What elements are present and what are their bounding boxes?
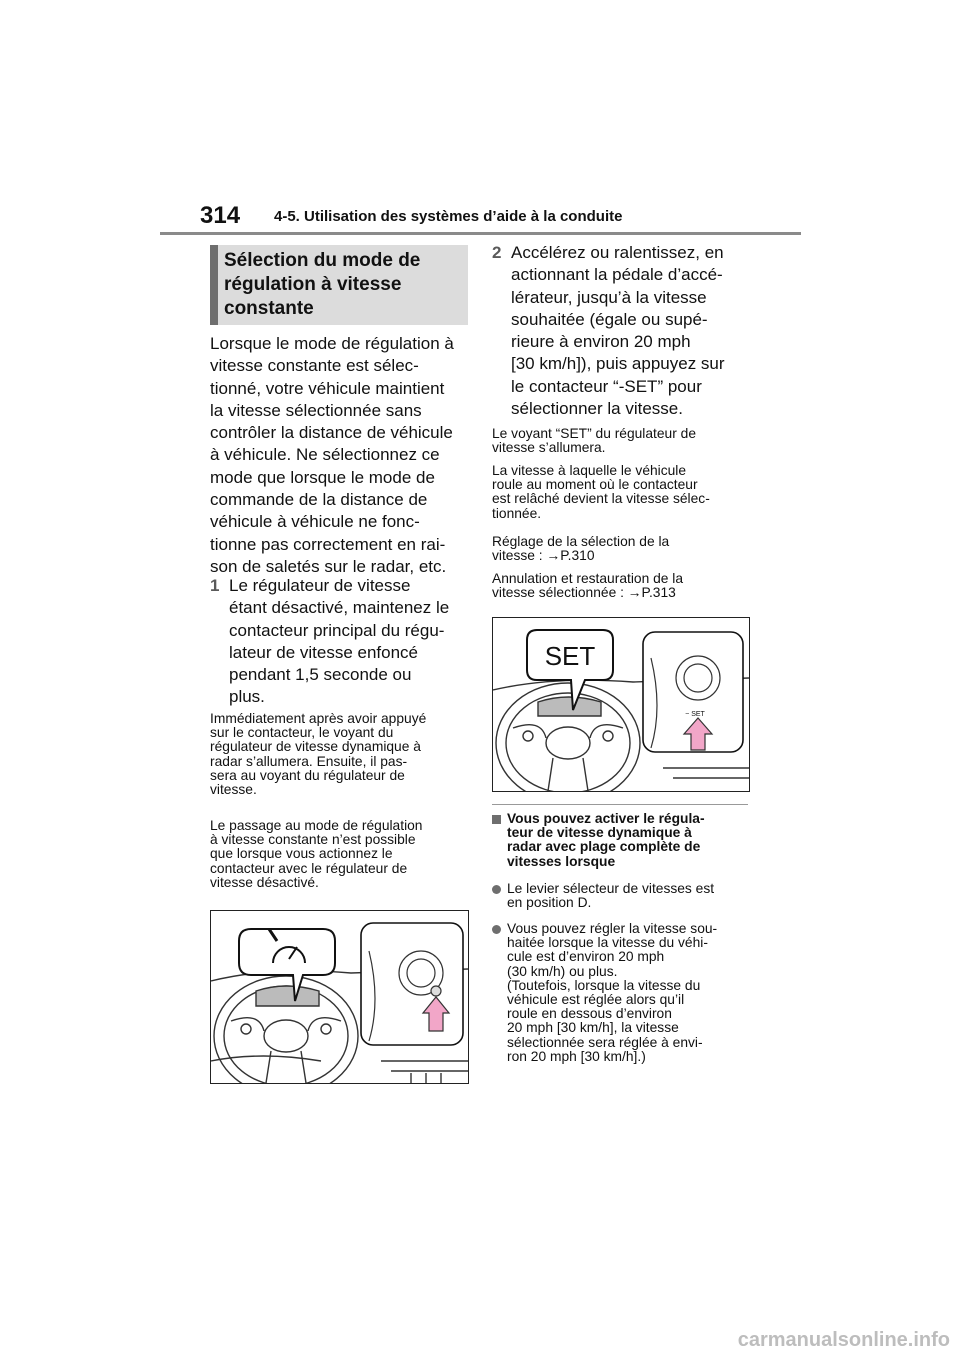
text-line: vitesse : →P.310	[492, 548, 595, 564]
steering-wheel-figure-cruise-main	[210, 910, 469, 1084]
text-line: Le levier sélecteur de vitesses est	[507, 881, 715, 896]
text-line: contacteur principal du régu-	[229, 620, 445, 640]
step-text	[229, 575, 449, 709]
note-paragraph	[492, 427, 754, 455]
text-line: (Toutefois, lorsque la vitesse du	[507, 977, 701, 993]
text-line: lérateur, jusqu’à la vitesse	[511, 287, 707, 307]
section-heading	[224, 249, 420, 321]
text-line: vitesse.	[210, 782, 257, 798]
text-line: sur le contacteur, le voyant du	[210, 725, 394, 741]
text-line: cule est d’environ 20 mph	[507, 949, 665, 965]
text-line: vitesses lorsque	[507, 853, 616, 869]
text-line: haitée lorsque la vitesse du véhi-	[507, 935, 708, 951]
page-number: 314	[200, 202, 241, 229]
section-heading-box	[210, 245, 468, 325]
reference-paragraph	[492, 535, 754, 563]
text-line: actionnant la pédale d’accé-	[511, 265, 723, 285]
note-paragraph	[210, 819, 472, 890]
note-paragraph	[210, 712, 472, 797]
set-callout-label: SET	[544, 641, 596, 671]
text-line: régulateur de vitesse dynamique à	[210, 739, 421, 755]
text-line: radar s’allumera. Ensuite, il pas-	[210, 753, 408, 769]
text-line: 20 mph [30 km/h], la vitesse	[507, 1020, 679, 1036]
text-line: vitesse s’allumera.	[492, 440, 606, 456]
text-line: le contacteur “-SET” pour	[511, 376, 702, 396]
text-line: Annulation et restauration de la	[492, 571, 683, 586]
text-line: mode que lorsque le mode de	[210, 467, 435, 487]
text-line: souhaitée (égale ou supé-	[511, 309, 708, 329]
note-paragraph	[492, 464, 754, 521]
square-bullet-icon	[492, 815, 501, 824]
circle-bullet-icon	[492, 925, 501, 934]
intro-paragraph	[210, 333, 472, 578]
text-line: Réglage de la sélection de la	[492, 534, 670, 549]
text-line: tionne pas correctement en rai-	[210, 534, 446, 554]
text-line: plus.	[229, 687, 265, 707]
text-line: vitesse désactivé.	[210, 874, 319, 890]
info-subheading	[492, 812, 754, 869]
heading-line: régulation à vitesse	[224, 274, 402, 295]
text-line: (30 km/h) ou plus.	[507, 963, 618, 979]
text-line: à véhicule. Ne sélectionnez ce	[210, 445, 440, 465]
circle-bullet-icon	[492, 885, 501, 894]
header-rule	[160, 232, 801, 235]
text-line: Le régulateur de vitesse	[229, 576, 411, 595]
text-line: commande de la distance de	[210, 490, 428, 510]
text-line: radar avec plage complète de	[507, 839, 701, 855]
step-text	[511, 242, 725, 420]
heading-accent-bar	[210, 245, 218, 325]
bullet-item	[492, 922, 754, 1064]
text-line: véhicule est réglée alors qu’il	[507, 992, 685, 1008]
text-line: Vous pouvez régler la vitesse sou-	[507, 921, 718, 936]
steering-wheel-figure-set	[492, 617, 750, 792]
text-line: [30 km/h]), puis appuyez sur	[511, 354, 725, 374]
text-line: ron 20 mph [30 km/h].)	[507, 1048, 646, 1064]
step-number: 2	[492, 243, 502, 262]
step-2	[492, 242, 754, 420]
text-line: véhicule à véhicule ne fonc-	[210, 512, 420, 532]
text-line: que lorsque vous actionnez le	[210, 846, 393, 862]
text-line: roule en dessous d’environ	[507, 1006, 672, 1022]
step-1	[210, 575, 472, 715]
text-line: vitesse sélectionnée : →P.313	[492, 585, 676, 601]
steering-wheel-illustration	[493, 618, 749, 791]
text-line: Vous pouvez activer le régula-	[507, 811, 705, 826]
text-line: sera au voyant du régulateur de	[210, 767, 405, 783]
text-line: teur de vitesse dynamique à	[507, 825, 692, 841]
text-line: sélectionnée sera réglée à envi-	[507, 1034, 703, 1050]
text-line: son de saletés sur le radar, etc.	[210, 556, 447, 576]
section-title: 4-5. Utilisation des systèmes d’aide à la conduite	[274, 208, 623, 225]
text-line: la vitesse sélectionnée sans	[210, 400, 422, 420]
text-line: rieure à environ 20 mph	[511, 332, 691, 352]
text-line: Lorsque le mode de régulation à	[210, 334, 454, 353]
steering-wheel-illustration	[211, 911, 468, 1083]
text-line: roule au moment où le contacteur	[492, 477, 698, 493]
divider	[492, 804, 748, 805]
text-line: Le voyant “SET” du régulateur de	[492, 426, 697, 441]
watermark: carmanualsonline.info	[737, 1329, 950, 1351]
bullet-item	[492, 882, 754, 910]
reference-paragraph	[492, 572, 754, 600]
text-line: en position D.	[507, 895, 592, 911]
text-line: tionnée.	[492, 505, 542, 521]
text-line: contrôler la distance de véhicule	[210, 423, 453, 443]
text-line: vitesse constante est sélec-	[210, 356, 419, 376]
text-line: pendant 1,5 seconde ou	[229, 665, 412, 685]
set-button-label: − SET	[685, 711, 705, 718]
heading-line: constante	[224, 298, 314, 319]
text-line: Immédiatement après avoir appuyé	[210, 711, 427, 726]
heading-line: Sélection du mode de	[224, 250, 421, 271]
text-line: La vitesse à laquelle le véhicule	[492, 463, 687, 478]
text-line: est relâché devient la vitesse sélec-	[492, 491, 710, 507]
text-line: Le passage au mode de régulation	[210, 818, 423, 833]
text-line: Accélérez ou ralentissez, en	[511, 243, 724, 262]
text-line: étant désactivé, maintenez le	[229, 598, 450, 618]
text-line: à vitesse constante n’est possible	[210, 832, 416, 848]
text-line: contacteur avec le régulateur de	[210, 860, 408, 876]
text-line: tionné, votre véhicule maintient	[210, 378, 445, 398]
step-number: 1	[210, 576, 220, 595]
text-line: sélectionner la vitesse.	[511, 399, 683, 419]
text-line: lateur de vitesse enfoncé	[229, 642, 419, 662]
